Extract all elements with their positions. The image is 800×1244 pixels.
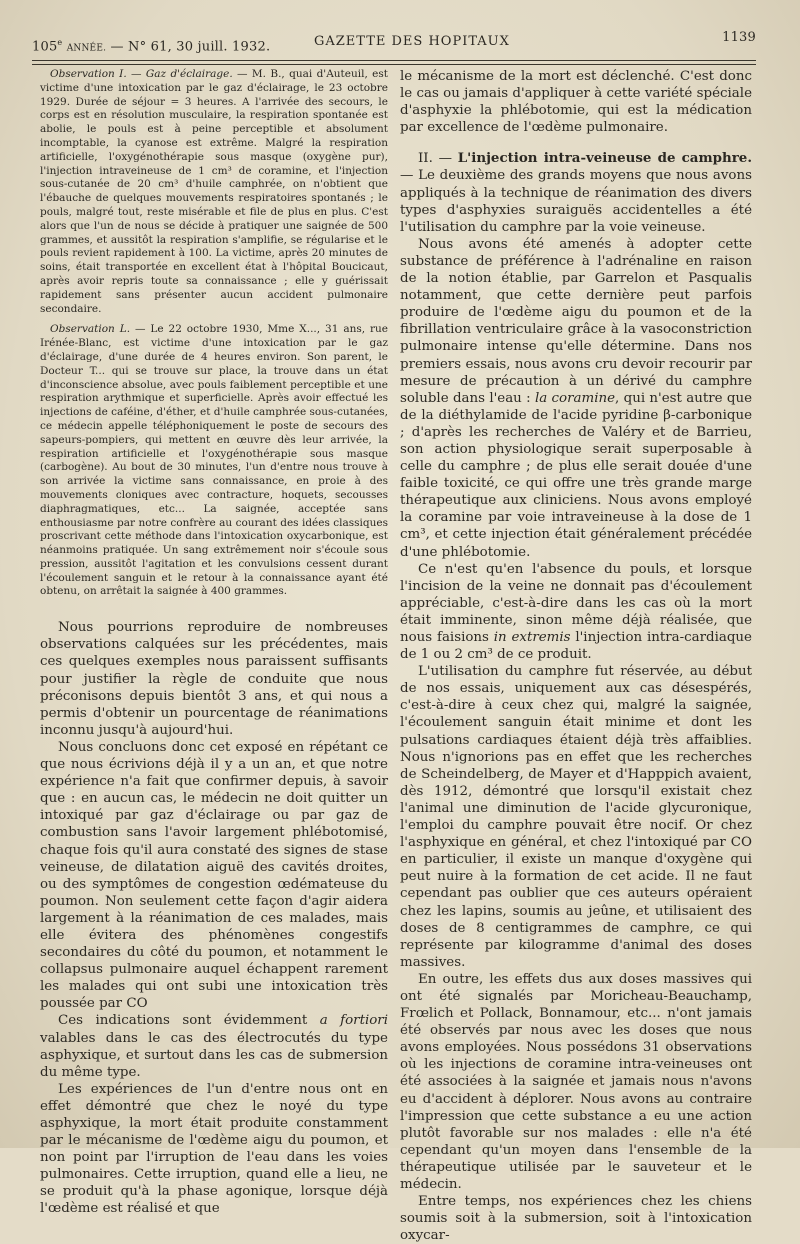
section-intro-text: — Le deuxième des grands moyens que nous avons appliqués à la technique de réanimation des divers types d'asphyxies suraiguës accidentelles a été l'utilisation du camphre par la voie veineuse. <box>400 168 752 235</box>
header-rule-bottom <box>32 64 756 65</box>
text-run: valables dans le cas des électrocutés du type asphyxique, et surtout dans les cas de submersion du même type. <box>40 1030 388 1080</box>
right-column <box>400 68 752 1244</box>
paragraph <box>400 236 752 561</box>
header-rule-top <box>32 60 756 61</box>
paragraph: Nous pourrions reproduire de nombreuses observations calquées sur les précédentes, mais ces quelques exemples nous paraissent suffisants pour justifier la règle de conduite que nous préconisons depuis bientôt 3 ans, et qui nous a permis d'obtenir un pourcentage de réanimations inconnu jusqu'à aujourd'hui. <box>40 620 388 738</box>
paragraph: Nous concluons donc cet exposé en répétant ce que nous écrivions déjà il y a un an, et que notre expérience n'a fait que confirmer depuis, à savoir que : en aucun cas, le médecin ne doit quitter un intoxiqué par gaz d'éclairage ou par gaz de combustion sans l'avoir largement phlébotomisé, chaque fois qu'il aura constaté des signes de stase veineuse, de dilatation aiguë des cavités droites, ou des symptômes de congestion œdémateuse du poumon. Non seulement cette façon d'agir aidera largement à la réanimation de ces malades, mais elle évitera des phénomènes congestifs secondaires du côté du poumon, et notamment le collapsus pulmonaire auquel échappent rarement les malades qui ont subi une intoxication très poussée par CO <box>40 739 388 1012</box>
text-run: Ces indications sont évidemment <box>58 1013 320 1029</box>
issue-year-sup: e <box>57 38 63 47</box>
italic-run: a fortiori <box>319 1013 388 1029</box>
observation-2-label: Observation L. <box>50 323 131 336</box>
issue-number-date: — N° 61, 30 juill. 1932. <box>110 39 271 55</box>
paragraph <box>400 561 752 664</box>
paragraph: Entre temps, nos expériences chez les chiens soumis soit à la submersion, soit à l'intoxication oxycar- <box>400 1194 752 1244</box>
paragraph <box>40 1012 388 1080</box>
paragraph: En outre, les effets dus aux doses massives qui ont été signalés par Moricheau-Beauchamp, Frœlich et Pollack, Bonnamour, etc... n'ont jamais été observés par nous avec les doses que nous avons employées. Nous possédons 31 observations où les injections de coramine intra-veineuses ont été associées à la saignée et jamais nous n'avons eu d'accident à déplorer. Nous avons au contraire l'impression que cette substance a eu une action plutôt favorable sur nos malades : elle n'a été cependant qu'un moyen dans l'ensemble de la thérapeutique utilisée par le sauveteur et le médecin. <box>400 971 752 1192</box>
paragraph: Les expériences de l'un d'entre nous ont en effet démontré que chez le noyé du type asphyxique, la mort était produite constamment par le mécanisme de l'œdème aigu du poumon, et non point par l'irruption de l'eau dans les voies pulmonaires. Cette irruption, quand elle a lieu, ne se produit qu'à la phase agonique, lorsque déjà l'œdème est réalisé et que <box>40 1081 388 1217</box>
issue-year: 105 <box>32 39 58 55</box>
section-title: L'injection intra-veineuse de camphre. <box>457 150 752 167</box>
journal-title: GAZETTE DES HOPITAUX <box>314 34 510 49</box>
section-number: II. — <box>418 151 458 167</box>
running-header <box>32 30 756 56</box>
paragraph: L'utilisation du camphre fut réservée, au début de nos essais, uniquement aux cas désespérés, c'est-à-dire à ceux chez qui, malgré la saignée, l'écoulement sanguin était minime et dont les pulsations cardiaques étaient déjà très affaiblies. Nous n'ignorions pas en effet que les recherches de Scheindelberg, de Mayer et d'Happpich avaient, dès 1912, démontré que lorsqu'il existait chez l'animal une diminution de l'acide glycuronique, l'emploi du camphre pouvait être nocif. Or chez l'asphyxique en général, et chez l'intoxiqué par CO en particulier, il existe un manque d'oxygène qui peut nuire à la formation de cet acide. Il ne faut cependant pas oublier que ces auteurs opéraient chez les lapins, soumis au jeûne, et utilisaient des doses de 8 centigrammes de camphre, ce qui représente par kilogramme d'animal des doses massives. <box>400 664 752 970</box>
left-column <box>40 68 388 1217</box>
italic-run: in extremis <box>493 630 571 645</box>
italic-run: la coramine <box>534 390 616 406</box>
observation-2-text: — Le 22 octobre 1930, Mme X..., 31 ans, rue Irénée-Blanc, est victime d'une intoxication par le gaz d'éclairage, d'une durée de 4 heures environ. Son parent, le Docteur T... qui se trouve sur place, la trouve dans un état d'inconscience absolue, avec pouls faiblement perceptible et une respiration arythmique et superficielle. Après avoir effectué les injections de caféine, d'éther, et d'huile camphrée sous-cutanées, ce médecin appelle téléphoniquement le poste de secours des sapeurs-pompiers, qui mettent en œuvre dès leur arrivée, la respiration artificielle et l'oxygénothérapie sous masque (carbogène). Au bout de 30 minutes, l'un d'entre nous trouve à son arrivée la victime sans connaissance, en proie à des mouvements cloniques avec contracture, hoquets, secousses diaphragmatiques, etc... La saignée, acceptée sans enthousiasme par notre confrère au courant des idées classiques proscrivant cette méthode dans l'intoxication oxycarbonique, est néanmoins pratiquée. Un sang extrêmement noir s'écoule sous pression, aussitôt l'agitation et les convulsions cessent durant l'écoulement sanguin et le retour à la connaissance ayant été obtenu, on arrêtait la saignée à 400 grammes. <box>40 323 388 598</box>
observation-1 <box>40 68 388 316</box>
issue-info <box>32 38 270 54</box>
paragraph: le mécanisme de la mort est déclenché. C'est donc le cas ou jamais d'appliquer à cette variété spéciale d'asphyxie la phlébotomie, qui est la médication par excellence de l'œdème pulmonaire. <box>400 69 752 136</box>
text-run: Nous avons été amenés à adopter cette substance de préférence à l'adrénaline en raison de la notion établie, par Garrelon et Pasqualis notamment, que cette dernière peut parfois produire de l'œdème aigu du poumon et de la fibrillation ventriculaire grâce à la vasoconstriction pulmonaire intense qu'elle détermine. Dans nos premiers essais, nous avons cru devoir recourir par mesure de précaution à un dérivé du camphre soluble dans l'eau : <box>400 236 752 406</box>
text-run: , qui n'est autre que de la diéthylamide de l'acide pyridine β-carbonique ; d'après les recherches de Valéry et de Barrieu, son action physiologique serait superposable à celle du camphre ; de plus elle serait douée d'une faible toxicité, ce qui offre une très grande marge thérapeutique aux cliniciens. Nous avons employé la coramine par voie intraveineuse à la dose de 1 cm³, et cette injection était généralement précédée d'une phlébotomie. <box>400 390 752 560</box>
page-number: 1139 <box>722 30 756 45</box>
observation-1-text: — M. B., quai d'Auteuil, est victime d'une intoxication par le gaz d'éclairage, le 23 octobre 1929. Durée de séjour = 3 heures. A l'arrivée des secours, le corps est en résolution musculaire, la respiration spontanée est abolie, le pouls est à peine perceptible et absolument incomptable, la cyanose est extrême. Malgré la respiration artificielle, l'oxygénothérapie sous masque (oxygène pur), l'injection intraveineuse de 1 cm³ de coramine, et l'injection sous-cutanée de 20 cm³ d'huile camphrée, on n'obtient que l'ébauche de quelques mouvements respiratoires spontanés ; le pouls, malgré tout, reste misérable et file de plus en plus. C'est alors que l'un de nous se décide à pratiquer une saignée de 500 grammes, et aussitôt la respiration s'amplifie, se régularise et le pouls revient rapidement à 100. La victime, après 20 minutes de soins, était transportée en excellent état à l'hôpital Boucicaut, après avoir repris toute sa connaissance ; elle y guérissait rapidement sans présenter aucun accident pulmonaire secondaire. <box>40 68 388 315</box>
section-heading-paragraph <box>400 150 752 235</box>
issue-annee: ANNÉE. <box>66 43 107 54</box>
text-run: Ce n'est qu'en l'absence du pouls, et lorsque l'incision de la veine ne donnait pas d'écoulement appréciable, c'est-à-dire dans les cas où la mort était imminente, sinon même déjà réalisée, que nous faisions <box>400 561 752 645</box>
text-run: l'injection intra-cardiaque de 1 ou 2 cm³ de ce produit. <box>400 630 752 663</box>
observation-2 <box>40 323 388 599</box>
section-gap <box>40 599 388 619</box>
observation-1-label: Observation I. — Gaz d'éclairage. <box>50 68 233 80</box>
